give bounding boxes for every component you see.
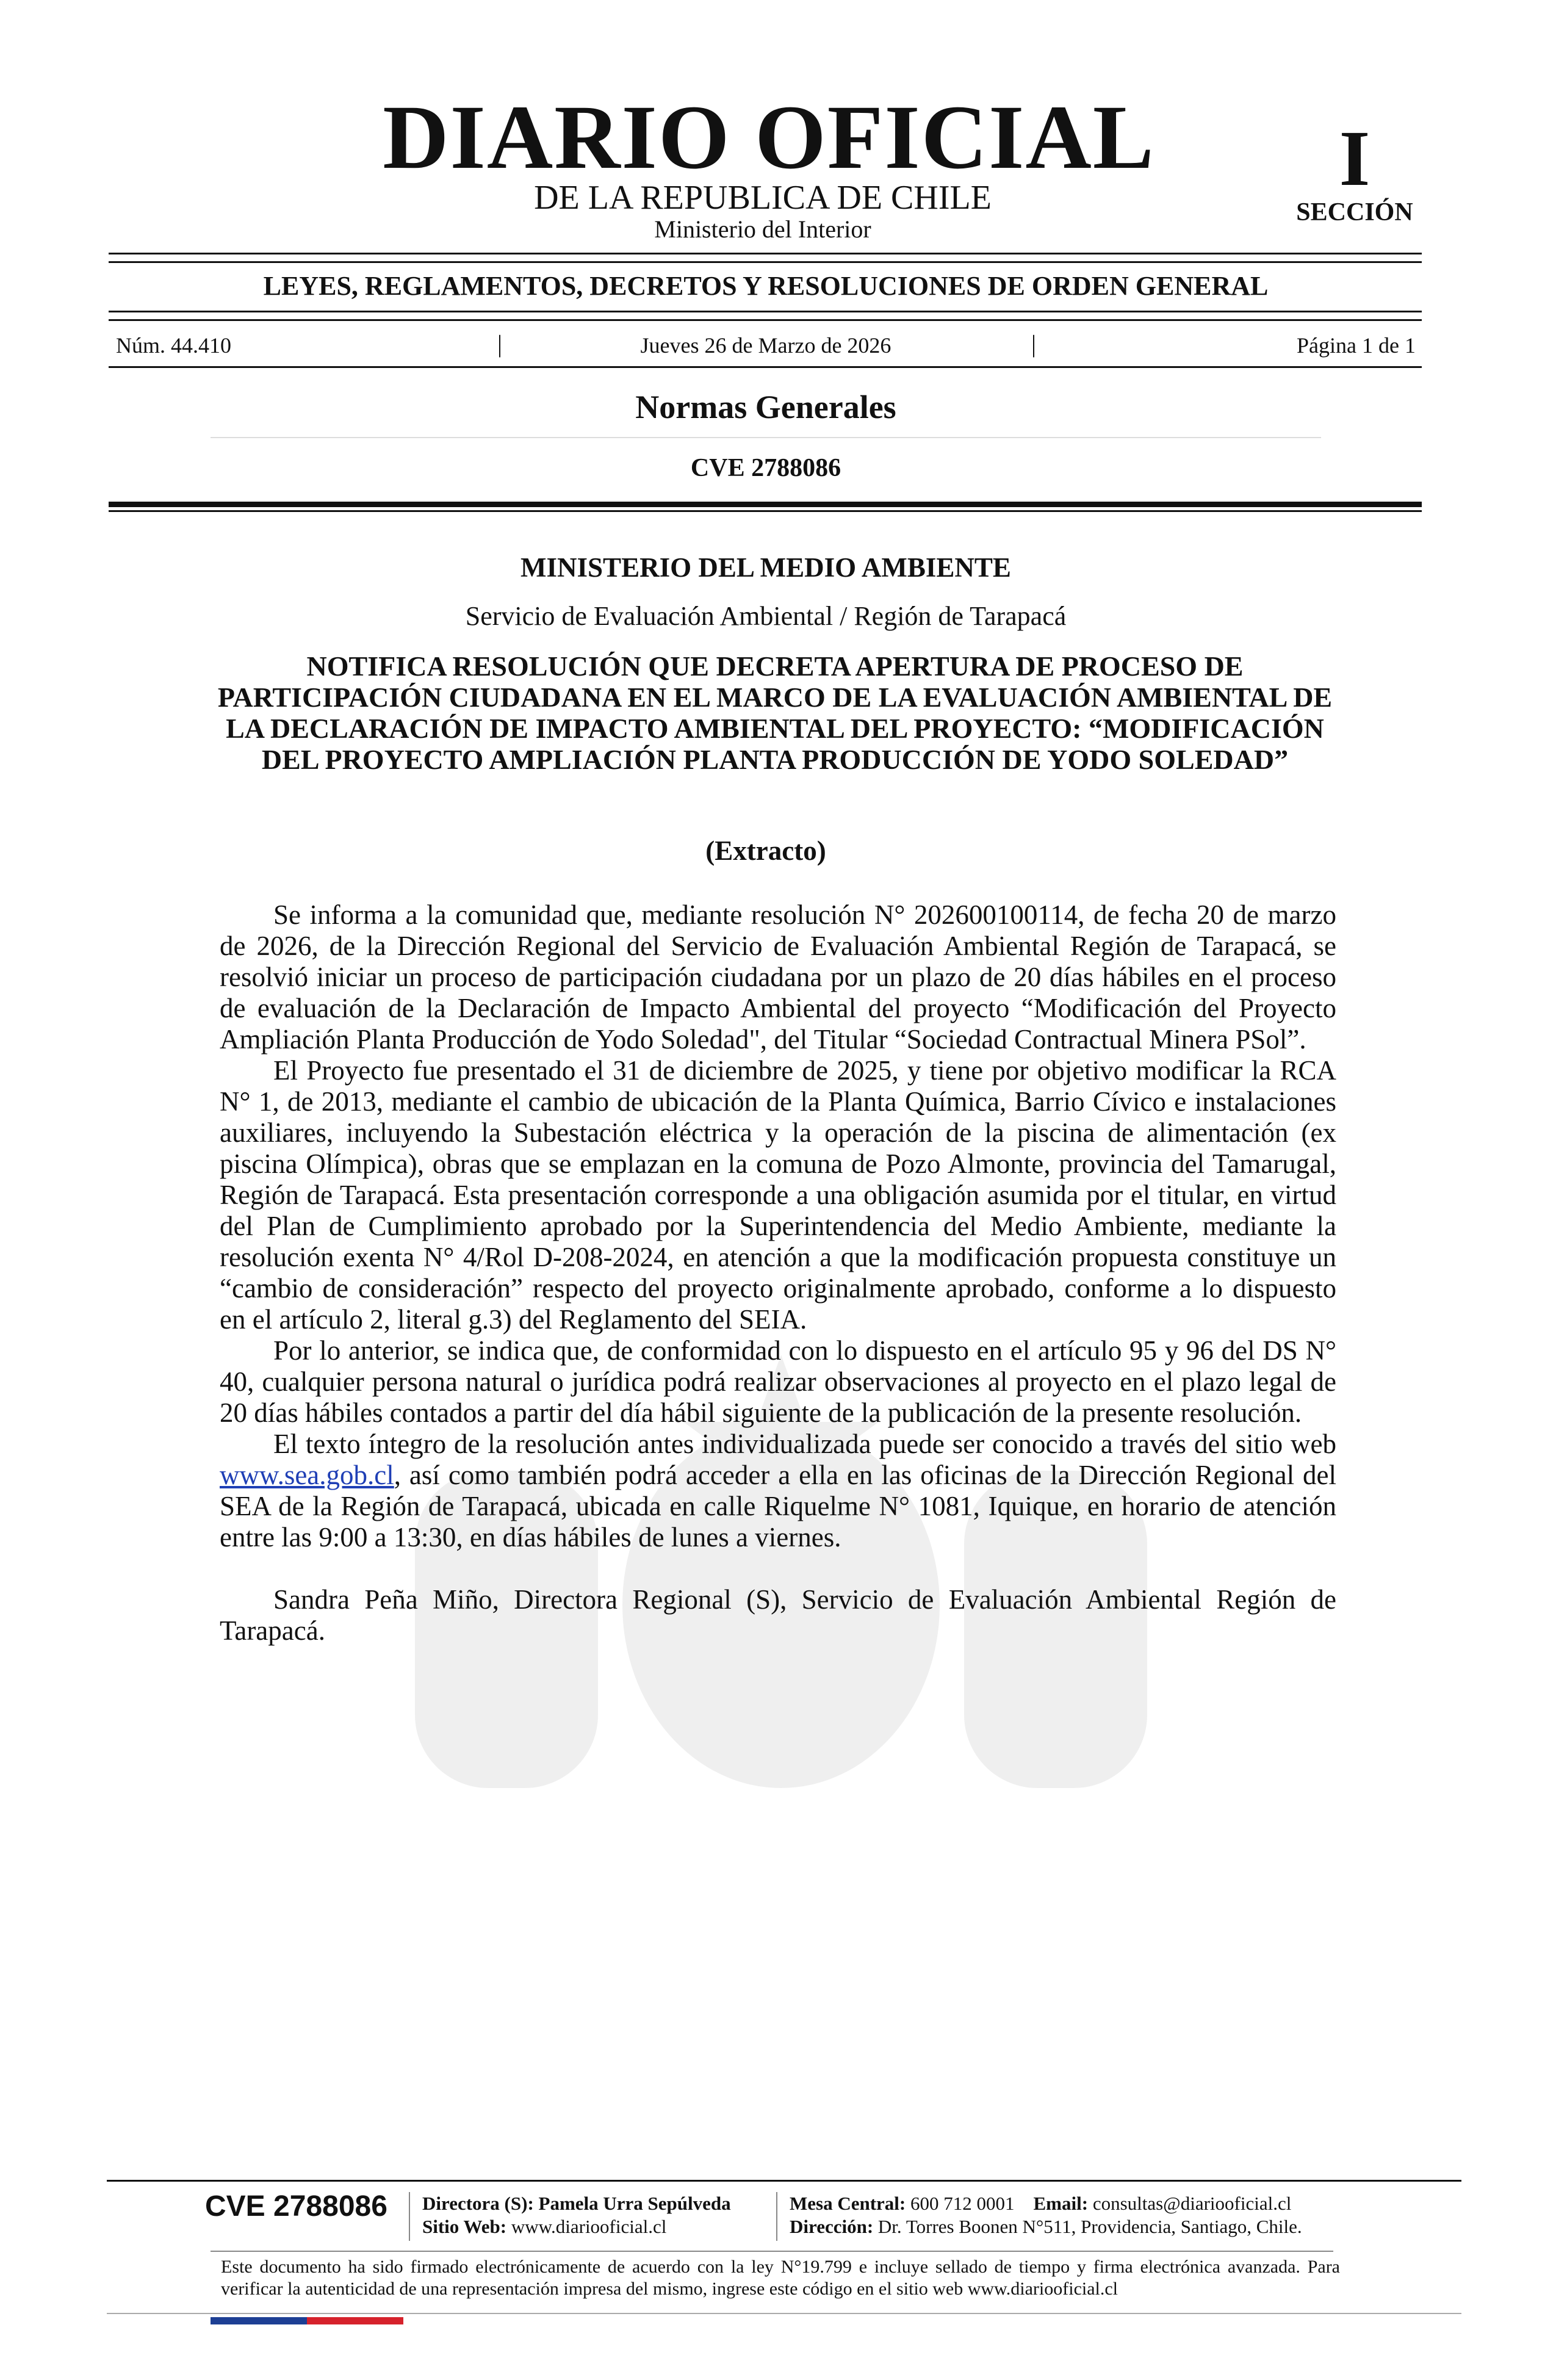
section-headline: LEYES, REGLAMENTOS, DECRETOS Y RESOLUCIONES DE ORDEN GENERAL (263, 271, 1269, 301)
issue-number: Núm. 44.410 (116, 333, 231, 358)
director-name: Pamela Urra Sepúlveda (538, 2193, 731, 2214)
phone-text: 600 712 0001 (910, 2193, 1015, 2214)
issue-page: Página 1 de 1 (1297, 333, 1416, 358)
issue-rule (109, 366, 1422, 368)
footer-contact-right (790, 2192, 1302, 2238)
document-ministry: MINISTERIO DEL MEDIO AMBIENTE (520, 552, 1011, 583)
header-rule (109, 311, 1422, 312)
footer-cve-code: CVE 2788086 (205, 2190, 387, 2223)
header-rule (109, 319, 1422, 321)
footer-divider (409, 2192, 410, 2241)
newspaper-ministry: Ministerio del Interior (654, 215, 871, 243)
footer-contact-left (422, 2192, 731, 2238)
document-rule (109, 510, 1422, 512)
section-numeral: I (1339, 115, 1371, 203)
paragraph-text: , así como también podrá acceder a ella en las oficinas de la Dirección Regional del SEA de la Región de Tarapacá, ubicada en calle Riquelme N° 1081, Iquique, en horario de atención entre las 9:00 a 13:30, en días hábiles de lunes a viernes. (220, 1460, 1336, 1552)
website-text: www.diariooficial.cl (511, 2216, 667, 2237)
category-title: Normas Generales (635, 389, 896, 425)
newspaper-title: DIARIO OFICIAL (383, 87, 1155, 188)
footer-legal-notice: Este documento ha sido firmado electrónicamente de acuerdo con la ley N°19.799 e incluye sellado de tiempo y firma electrónica avanzada. Para verificar la autenticidad de una representación impresa del mismo, ingrese este código en el sitio web www.diariooficial.cl (221, 2257, 1340, 2299)
footer-rule (107, 2313, 1461, 2314)
header-rule (109, 253, 1422, 254)
category-divider (211, 437, 1321, 438)
paragraph: Se informa a la comunidad que, mediante resolución N° 202600100114, de fecha 20 de marzo de 2026, de la Dirección Regional del Servicio de Evaluación Ambiental Región de Tarapacá, se resolvió iniciar un proceso de participación ciudadana por un plazo de 20 días hábiles en el proceso de evaluación de la Declaración de Impacto Ambiental del proyecto “Modificación del Proyecto Ampliación Planta Producción de Yodo Soledad", del Titular “Sociedad Contractual Minera PSol”. (220, 900, 1336, 1055)
newspaper-subtitle: DE LA REPUBLICA DE CHILE (534, 179, 992, 217)
issue-separator: | (497, 330, 503, 358)
document-rule (109, 502, 1422, 507)
section-label: SECCIÓN (1296, 198, 1413, 226)
document-title: NOTIFICA RESOLUCIÓN QUE DECRETA APERTURA DE PROCESO DE PARTICIPACIÓN CIUDADANA EN EL MARCO DE LA EVALUACIÓN AMBIENTAL DE LA DECLARACIÓN DE IMPACTO AMBIENTAL DEL PROYECTO: “MODIFICACIÓN DEL PROYECTO AMPLIACIÓN PLANTA PRODUCCIÓN DE YODO SOLEDAD” (217, 651, 1333, 775)
sea-website-link[interactable]: www.sea.gob.cl (220, 1460, 394, 1490)
director-label: Directora (S): (422, 2193, 534, 2214)
header-rule (109, 261, 1422, 263)
paragraph-text: El texto íntegro de la resolución antes individualizada puede ser conocido a través del sitio web (273, 1429, 1336, 1459)
phone-label: Mesa Central: (790, 2193, 906, 2214)
email-text: consultas@diariooficial.cl (1092, 2193, 1292, 2214)
flag-stripe-blue (211, 2317, 307, 2324)
signature: Sandra Peña Miño, Directora Regional (S), Servicio de Evaluación Ambiental Región de Tarapacá. (220, 1584, 1336, 1646)
website-label: Sitio Web: (422, 2216, 507, 2237)
issue-date: Jueves 26 de Marzo de 2026 (640, 333, 891, 358)
footer-divider (776, 2192, 777, 2241)
cve-code: CVE 2788086 (690, 454, 841, 482)
document-body (220, 900, 1336, 1646)
document-service: Servicio de Evaluación Ambiental / Región de Tarapacá (465, 601, 1067, 631)
paragraph: El Proyecto fue presentado el 31 de diciembre de 2025, y tiene por objetivo modificar la RCA N° 1, de 2013, mediante el cambio de ubicación de la Planta Química, Barrio Cívico e instalaciones auxiliares, incluyendo la Subestación eléctrica y la operación de la piscina de alimentación (ex piscina Olímpica), obras que se emplazan en la comuna de Pozo Almonte, provincia del Tamarugal, Región de Tarapacá. Esta presentación corresponde a una obligación asumida por el titular, en virtud del Plan de Cumplimiento aprobado por la Superintendencia del Medio Ambiente, mediante la resolución exenta N° 4/Rol D-208-2024, en atención a que la modificación propuesta constituye un “cambio de consideración” respecto del proyecto originalmente aprobado, conforme a lo dispuesto en el artículo 2, literal g.3) del Reglamento del SEIA. (220, 1055, 1336, 1335)
issue-separator: | (1031, 330, 1037, 358)
flag-stripe-red (307, 2317, 403, 2324)
email-label: Email: (1033, 2193, 1089, 2214)
extract-label: (Extracto) (705, 835, 826, 866)
address-text: Dr. Torres Boonen N°511, Providencia, Santiago, Chile. (877, 2216, 1302, 2237)
footer-rule (107, 2180, 1461, 2182)
footer-rule (211, 2251, 1333, 2252)
address-label: Dirección: (790, 2216, 874, 2237)
paragraph (220, 1429, 1336, 1553)
paragraph: Por lo anterior, se indica que, de conformidad con lo dispuesto en el artículo 95 y 96 del DS N° 40, cualquier persona natural o jurídica podrá realizar observaciones al proyecto en el plazo legal de 20 días hábiles contados a partir del día hábil siguiente de la publicación de la presente resolución. (220, 1335, 1336, 1428)
